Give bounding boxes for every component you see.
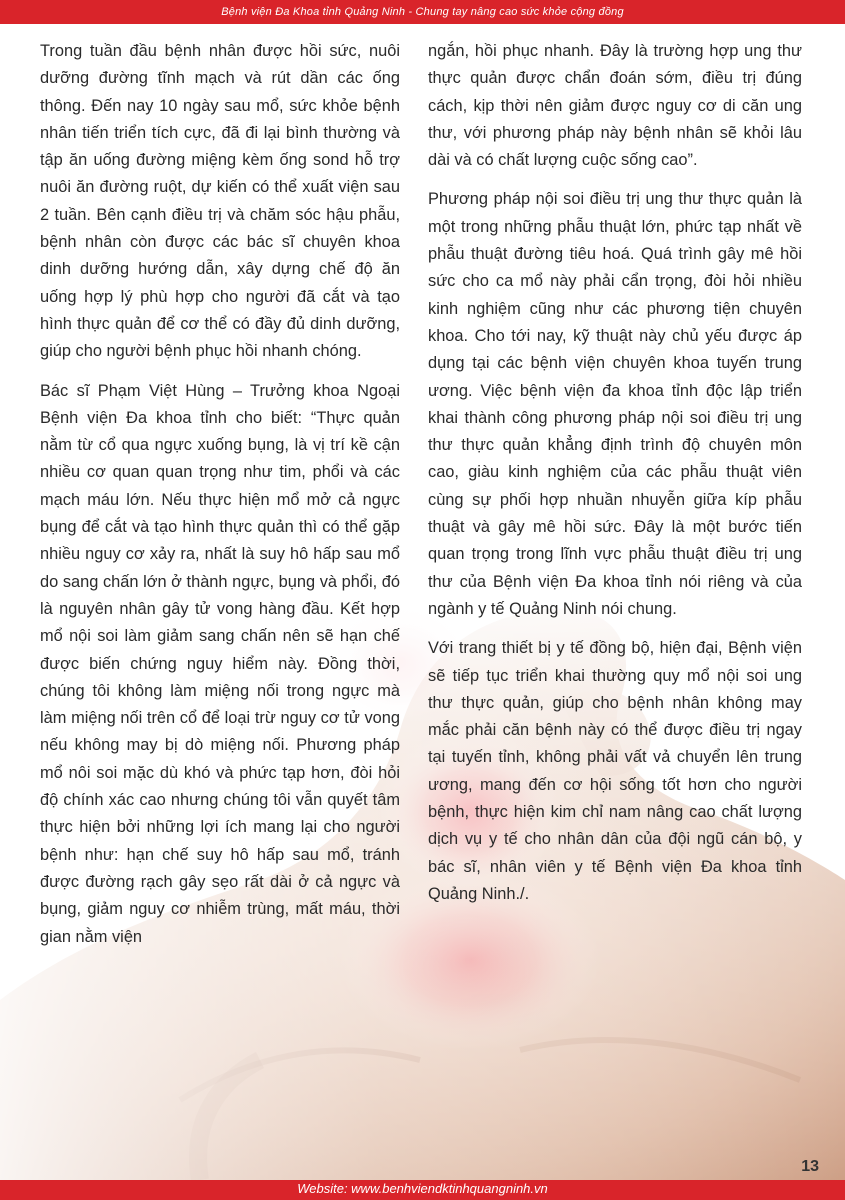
article-paragraph: Bác sĩ Phạm Việt Hùng – Trưởng khoa Ngoại Bệnh viện Đa khoa tỉnh cho biết: “Thực quản nằm từ cổ qua ngực xuống bụng, là vị trí kề cận nhiều cơ quan quan trọng như tim, phổi và các mạch máu lớn. Nếu thực hiện mổ mở cả ngực bụng để cắt và tạo hình thực quản thì có thể gặp nhiều nguy cơ xảy ra, nhất là suy hô hấp sau mổ do sang chấn lớn ở thành ngực, bụng và phổi, đó là nguyên nhân gây tử vong hàng đầu. Kết hợp mổ nội soi làm giảm sang chấn nên sẽ hạn chế được biến chứng nguy hiểm này. Đồng thời, chúng tôi không làm miệng nối trong ngực mà làm miệng nối trên cổ để loại trừ nguy cơ tử vong nếu không may bị dò miệng nối. Phương pháp mổ nôi soi mặc dù khó và phức tạp hơn, đòi hỏi độ chính xác cao nhưng chúng tôi vẫn quyết tâm thực hiện bởi những lợi ích mang lại cho người bệnh như: hạn chế suy hô hấp sau mổ, tránh được đường rạch gây sẹo rất dài ở cả ngực và bụng, giảm nguy cơ nhiễm trùng, mất máu, thời gian nằm viện — [40, 381, 400, 946]
footer-website[interactable]: Website: www.benhviendktinhquangninh.vn — [297, 1181, 548, 1196]
page-number: 13 — [801, 1158, 819, 1175]
article-paragraph: Với trang thiết bị y tế đồng bộ, hiện đại, Bệnh viện sẽ tiếp tục triển khai thường quy mổ nội soi ung thư thực quản, giúp cho bệnh nhân không may mắc phải căn bệnh này có thể được điều trị ngay tại tuyến tỉnh, không phải vất vả chuyển lên trung ương, mang đến cơ hội sống tốt hơn cho người bệnh, thực hiện kim chỉ nam nâng cao chất lượng dịch vụ y tế cho nhân dân của đội ngũ cán bộ, y bác sĩ, nhân viên y tế Bệnh viện Đa khoa tỉnh Quảng Ninh./. — [428, 639, 802, 903]
article-paragraph: Phương pháp nội soi điều trị ung thư thực quản là một trong những phẫu thuật lớn, phức tạp nhất về phẫu thuật đường tiêu hoá. Quá trình gây mê hồi sức cho ca mổ này phải cẩn trọng, đòi hỏi nhiều kinh nghiệm cũng như các phương tiện chuyên khoa. Cho tới nay, kỹ thuật này chủ yếu được áp dụng tại các bệnh viện chuyên khoa tuyến trung ương. Việc bệnh viện đa khoa tỉnh độc lập triển khai thành công phương pháp nội soi điều trị ung thư thực quản khẳng định trình độ chuyên môn cao, giàu kinh nghiệm của các phẫu thuật viên cùng sự phối hợp nhuần nhuyễn giữa kíp phẫu thuật và gây mê hồi sức. Đây là một bước tiến quan trọng trong lĩnh vực phẫu thuật điều trị ung thư của Bệnh viện Đa khoa tỉnh nói riêng và của ngành y tế Quảng Ninh nói chung. — [428, 190, 802, 618]
article-left-column — [40, 38, 400, 963]
header-text: Bệnh viện Đa Khoa tỉnh Quảng Ninh - Chung tay nâng cao sức khỏe cộng đồng — [221, 6, 624, 18]
article-right-column — [428, 38, 802, 920]
article-paragraph: ngắn, hồi phục nhanh. Đây là trường hợp ung thư thực quản được chẩn đoán sớm, điều trị đúng cách, kịp thời nên giảm được nguy cơ di căn ung thư, với phương pháp này bệnh nhân sẽ khỏi lâu dài và có chất lượng cuộc sống cao”. — [428, 42, 802, 170]
article-paragraph: Trong tuần đầu bệnh nhân được hồi sức, nuôi dưỡng đường tĩnh mạch và rút dần các ống thông. Đến nay 10 ngày sau mổ, sức khỏe bệnh nhân tiến triển tích cực, đã đi lại bình thường và tập ăn uống đường miệng kèm ống sond hỗ trợ nuôi ăn đường ruột, dự kiến có thể xuất viện sau 2 tuần. Bên cạnh điều trị và chăm sóc hậu phẫu, bệnh nhân còn được các bác sĩ chuyên khoa dinh dưỡng hướng dẫn, xây dựng chế độ ăn uống hợp lý phù hợp cho người đã cắt và tạo hình thực quản để cơ thể có đầy đủ dinh dưỡng, giúp cho người bệnh phục hồi nhanh chóng. — [40, 42, 400, 361]
